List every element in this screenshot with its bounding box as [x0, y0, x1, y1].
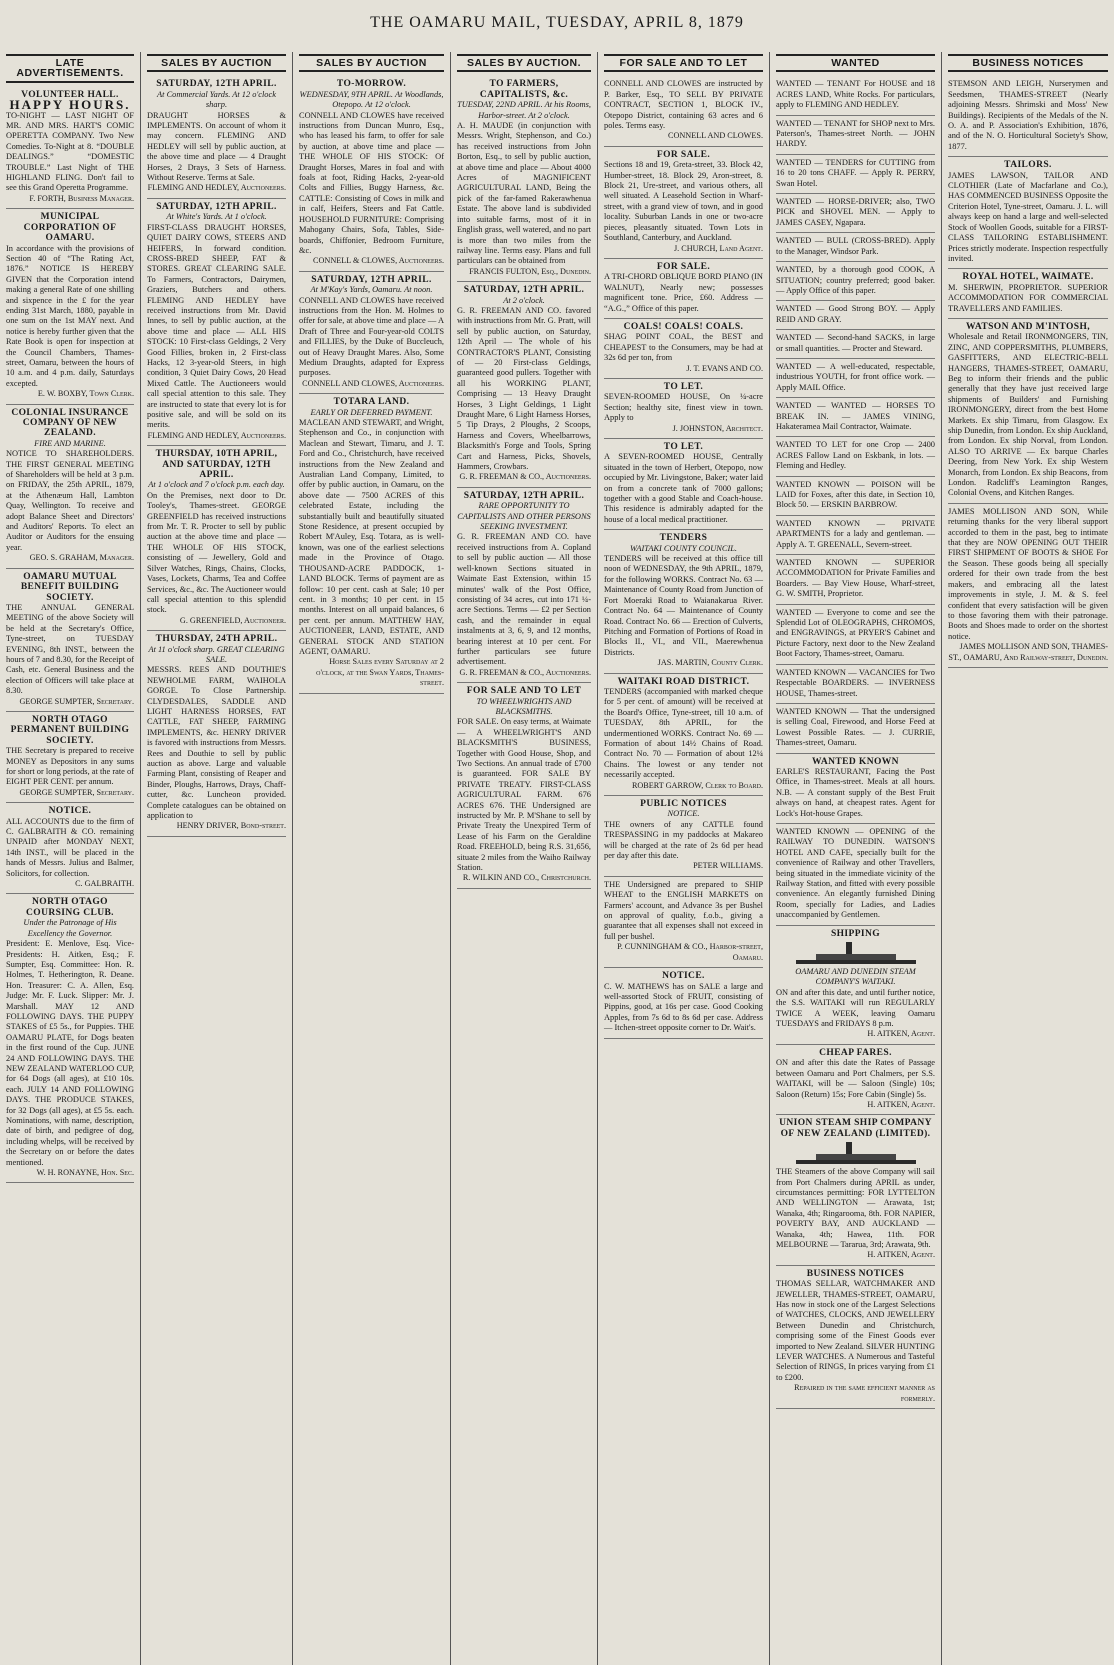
ad-body-text: THE ANNUAL GENERAL MEETING of the above Society will be held at the Secretary's Office, Tyne-street, on TUESDAY EVENING, 8th INST., between the hours of 7 and 8.30, for the Receipt of Cash, etc. General Business and the election of Officers will take place at 8.30. [6, 602, 134, 696]
column-1 [0, 52, 141, 1665]
ad-body-text: WANTED — Second-hand SACKS, in large or small quantities. — Procter and Steward. [776, 333, 935, 353]
ad-signature: CONNELL & CLOWES, Auctioneers. [313, 256, 444, 266]
ad-body-text: THOMAS SELLAR, WATCHMAKER AND JEWELLER, THAMES-STREET, OAMARU, Has now in stock one of the Largest Selections of WATCHES, CLOCKS, AND JEWELLERY Between Dunedin and Christchurch, comprising some of the Finest Goods ever imported to New Zealand. SILVER HUNTING LEVER WATCHES. A Numerous and Tasteful Selection of RINGS, In prices varying from £1 to £200. [776, 1279, 935, 1382]
ad-heading: PUBLIC NOTICES [640, 799, 727, 809]
ad-subheading: OAMARU AND DUNEDIN STEAM COMPANY'S WAITAKI. [795, 967, 916, 987]
advertisement [604, 379, 763, 439]
advertisement [604, 147, 763, 259]
ad-signature: FLEMING AND HEDLEY, Auctioneers. [147, 183, 286, 193]
ad-signature: H. AITKEN, Agent. [867, 1029, 935, 1039]
ad-heading: COLONIAL INSURANCE COMPANY OF NEW ZEALAND. [11, 407, 129, 439]
column-header: FOR SALE AND TO LET [604, 54, 763, 72]
ad-heading: TO FARMERS, CAPITALISTS, &c. [479, 79, 569, 100]
ad-body-text: WANTED — Good Strong BOY. — Apply REID AND GRAY. [776, 304, 935, 324]
ad-signature: JAS. MARTIN, County Clerk. [657, 658, 763, 668]
ad-signature: J. JOHNSTON, Architect. [672, 423, 763, 433]
column-header: SALES BY AUCTION [299, 54, 444, 72]
advertisement [776, 754, 935, 824]
column-6 [770, 52, 942, 1665]
advertisement [604, 674, 763, 796]
ad-heading: NOTICE. [48, 806, 92, 817]
ad-heading: UNION STEAM SHIP COMPANY OF NEW ZEALAND (LIMITED). [779, 1118, 932, 1139]
ad-signature: H. AITKEN, Agent. [867, 1250, 935, 1260]
ad-body-text: WANTED KNOWN — OPENING of the RAILWAY TO DUNEDIN. WATSON'S HOTEL AND CAFE, specially built for the convenience of Railway and other Travellers, being situated in the immediate vicinity of the Railway Station, and fitted with every possible convenience. An elegantly furnished Dining Room, specially for Ladies, and Ladies unaccompanied by Gentlemen. [776, 826, 935, 920]
ad-signature: FLEMING AND HEDLEY, Auctioneers. [147, 430, 286, 440]
ad-heading: NORTH OTAGO COURSING CLUB. [26, 897, 114, 918]
ad-subheading: At 1 o'clock and 7 o'clock p.m. each day. [148, 480, 285, 490]
ad-heading: WANTED KNOWN [812, 756, 899, 767]
ad-signature: GEO. S. GRAHAM, Manager. [29, 553, 134, 563]
advertisement [6, 209, 134, 404]
ad-body-text: C. W. MATHEWS has on SALE a large and well-assorted Stock of FRUIT, consisting of Pippins, good, at 16s per case. Good Cooking Apples, from 7s 6d to 8s 6d per case. Address — Itchen-street opposite corner to Dr. Wait's. [604, 981, 763, 1033]
advertisement [776, 1266, 935, 1409]
ad-subheading: At Commercial Yards. At 12 o'clock sharp. [157, 89, 276, 110]
ad-body-text: EARLE'S RESTAURANT, Facing the Post Office, in Thames-street. Meals at all hours. N.B. — A constant supply of the Best Fruit always on hand, at cheapest rates. Agent for Lock's Hot-house Grapes. [776, 766, 935, 818]
ad-signature: CONNELL AND CLOWES. [668, 131, 763, 141]
ad-heading: TO-MORROW. [336, 79, 407, 90]
ad-heading: THURSDAY, 10TH APRIL, AND SATURDAY, 12TH APRIL. [155, 449, 278, 481]
advertisement [299, 394, 444, 693]
advertisement [604, 259, 763, 319]
advertisement [776, 330, 935, 359]
ad-heading: FOR SALE AND TO LET [466, 686, 582, 697]
column-2 [141, 52, 293, 1665]
ad-signature: GEORGE SUMPTER, Secretary. [19, 696, 134, 706]
ad-signature: H. AITKEN, Agent. [867, 1099, 935, 1109]
ad-heading: TAILORS. [1004, 160, 1052, 171]
ad-signature: FRANCIS FULTON, Esq., Dunedin. [469, 266, 591, 276]
ad-body-text: TO-NIGHT — LAST NIGHT OF MR. AND MRS. HART'S COMIC OPERETTA COMPANY. Two New Comedies. To-Night at 8. “DOUBLE DEALINGS.” “DOMESTIC TROUBLE.” Last Night of THE HIGHLAND FLING. Don't fail to see this Grand Operetta Programme. [6, 110, 134, 193]
ad-body-text: NOTICE TO SHAREHOLDERS. THE FIRST GENERAL MEETING of Shareholders will be held at 3 p.m. on FRIDAY, the 25th APRIL, 1879, at the Athenæum Hall, Lambton Quay, Wellington. To receive and adopt Balance Sheet and Directors' and Auditors' Reports. To elect an Auditor or Auditors for the ensuing year. [6, 449, 134, 552]
ad-body-text: ON and after this date, and until further notice, the S.S. WAITAKI will run REGULARLY TWICE A WEEK, leaving Oamaru TUESDAYS and FRIDAYS 8 p.m. [776, 987, 935, 1029]
advertisement [457, 488, 591, 683]
column-4 [451, 52, 598, 1665]
ad-subheading: TO WHEELWRIGHTS AND BLACKSMITHS. [476, 696, 572, 716]
ad-signature: C. GALBRAITH. [75, 879, 134, 889]
ad-body-text: TENDERS (accompanied with marked cheque for 5 per cent. of amount) will be received at the Board's Office, Tyne-street, till 10 a.m. of TUESDAY, 8th APRIL, for the undermentioned WORKS. Contract No. 69 — Formation of about 14½ Chains of Road. Contract No. 70 — Formation of about 12¼ Chains. The lowest or any tender not necessarily accepted. [604, 686, 763, 780]
steamship-illustration [796, 1142, 916, 1164]
ad-subheading: At White's Yards. At 1 o'clock. [166, 212, 267, 222]
advertisement [604, 439, 763, 530]
advertisement [6, 712, 134, 803]
ad-signature: Repaired in the same efficient manner as formerly. [794, 1383, 935, 1403]
ad-signature: G. R. FREEMAN & CO., Auctioneers. [459, 667, 591, 677]
ad-body-text: SHAG POINT COAL, the BEST and CHEAPEST to the Consumers, may be had at 32s 6d per ton, from [604, 332, 763, 363]
ad-subheading: At M'Kay's Yards, Oamaru. At noon. [310, 285, 433, 295]
ad-signature: R. WILKIN AND CO., Christchurch. [462, 873, 591, 883]
ad-subheading: NOTICE. [667, 809, 700, 819]
ad-body-text: TENDERS will be received at this office till noon of WEDNESDAY, the 9th APRIL, 1879, for the following WORKS. Contract No. 63 — Maintenance of County Road from Junction of Fort Moeraki Road to Waianakarua River. Contract No. 64 — Maintenance of County Road. Contract No. 66 — Erection of Culverts, Pitching and Formation of Portions of Road in Blocks II., VI., and VII., Maerewhenua Districts. [604, 554, 763, 657]
ad-signature: G. GREENFIELD, Auctioneer. [179, 615, 286, 625]
advertisement [604, 796, 763, 877]
advertisement [776, 665, 935, 704]
ad-body-text: ON and after this date the Rates of Passage between Oamaru and Port Chalmers, per S.S. WAITAKI, will be — Saloon (Single) 10s; Saloon (Return) 15s; Fore Cabin (Single) 5s. [776, 1058, 935, 1099]
ad-body-text: THE owners of any CATTLE found TRESPASSING in my paddocks at Makareo will be charged at the rate of 2s 6d per head per day after this date. [604, 819, 763, 861]
ad-body-text: CONNELL AND CLOWES have received instructions from Duncan Munro, Esq., who has leased his farm, to offer for sale by auction, at above time and place — THE WHOLE OF HIS STOCK: Of Draught Horses, Mares in foal and with foals at foot, Riding Hacks, 2-year-old Colts and Fillies, Buggy Harness, &c. CATTLE: Consisting of Cows in milk and in calf, Heifers, Steers and Fat Cattle. HOUSEHOLD FURNITURE: Comprising Mahogany Chairs, Sofa, Tables, Side-boards, Chiffonier, Bedroom Furniture, &c. [299, 110, 444, 255]
advertisement [147, 199, 286, 446]
advertisement [948, 504, 1108, 668]
ad-subheading: Under the Patronage of His Excellency the Governor. [23, 918, 117, 938]
ad-body-text: Sections 18 and 19, Greta-street, 33. Block 42, Humber-street, 18. Block 29, Aron-street, 8. Block 21, Ure-street, and various others, all well situated. A Leasehold Section in Wharf-street, with a grand view of town, and in good locality. Suburban Lands in one or two-acre pieces, pleasantly situated. Town Lots in Southland, Canterbury, and Auckland. [604, 160, 763, 243]
ad-heading: COALS! COALS! COALS. [623, 321, 744, 332]
ad-body-text: M. SHERWIN, PROPRIETOR. SUPERIOR ACCOMMODATION FOR COMMERCIAL TRAVELLERS AND FAMILIES. [948, 282, 1108, 313]
advertisement [604, 877, 763, 968]
ad-heading: SATURDAY, 12TH APRIL. [311, 274, 432, 285]
ad-display-line: HAPPY HOURS. [9, 97, 131, 113]
advertisement [776, 76, 935, 115]
steamship-illustration [796, 942, 916, 964]
advertisement [457, 282, 591, 488]
advertisement [604, 76, 763, 146]
advertisement [457, 76, 591, 282]
ad-body-text: JAMES MOLLISON AND SON, While returning thanks for the very liberal support accorded to them in the past, beg to intimate that they are NOW OPENING OUT THEIR FIRST SHIPMENT OF BOOTS & SHOE For the Season. These goods being all specially ordered for their own trade from the best makers, and embracing all the latest improvements in style, J. M. & S. feel confident that every satisfaction will be given to those favoring them with their patronage. Boots and Shoes made to order on the shortest notice. [948, 506, 1108, 641]
ad-body-text: THE Steamers of the above Company will sail from Port Chalmers during APRIL as under, circumstances permitting: FOR LYTTELTON AND WELLINGTON — Arawata, 1st; Wanaka, 4th; Ringarooma, 8th. FOR NAPIER, POVERTY BAY, AND AUCKLAND — Wanaka, 4th; Hawea, 11th. FOR MELBOURNE — Tararua, 3rd; Arawata, 9th. [776, 1167, 935, 1249]
ad-heading: CHEAP FARES. [819, 1047, 892, 1058]
advertisement [776, 704, 935, 754]
ad-body-text: WANTED — TENDERS for CUTTING from 16 to 20 tons CHAFF. — Apply R. PERRY, Swan Hotel. [776, 157, 935, 188]
ad-heading: MUNICIPAL CORPORATION OF OAMARU. [23, 212, 117, 244]
masthead [0, 0, 1114, 52]
ad-body-text: WANTED KNOWN — VACANCIES for Two Respectable BOARDERS. — INVERNESS HOUSE, Thames-street. [776, 667, 935, 698]
ad-heading: THURSDAY, 24TH APRIL. [155, 634, 278, 645]
ad-body-text: STEMSON AND LEIGH, Nurserymen and Seedsmen, THAMES-STREET (Nearly adjoining Messrs. Shrimski and Moss' New Buildings). Recipients of the Medals of the N. O. A. and P. Association's Exhibition, 1876, and of the N. O. Horticultural Society's Show, 1877. [948, 79, 1108, 151]
ad-heading: SATURDAY, 12TH APRIL. [156, 201, 277, 212]
ad-body-text: WANTED KNOWN — PRIVATE APARTMENTS for a lady and gentleman. — Apply A. T. GREENALL, Severn-street. [776, 518, 935, 549]
advertisement [776, 555, 935, 605]
ad-subheading: TUESDAY, 22ND APRIL. At his Rooms, Harbor-street. At 2 o'clock. [457, 100, 591, 120]
advertisement [147, 446, 286, 631]
advertisement [776, 1115, 935, 1265]
ad-subheading: WEDNESDAY, 9TH APRIL. At Woodlands, Otepopo. At 12 o'clock. [299, 89, 444, 110]
ad-subheading: EARLY OR DEFERRED PAYMENT. [310, 407, 433, 417]
ad-heading: SATURDAY, 12TH APRIL. [463, 285, 585, 296]
advertisement [776, 926, 935, 1045]
ad-signature: ROBERT GARROW, Clerk to Board. [631, 780, 763, 790]
ad-body-text: In accordance with the provisions of Section 40 of “The Rating Act, 1876.” NOTICE IS HEREBY GIVEN that the Corporation intend making a general Rate of one shilling and sixpence in the £ for the year ending 31st March, 1880, payable in one sum on the 1st MAY next. And notice is hereby further given that the Rate Book is open for inspection at the Council Chambers, Thames-street, Oamaru, between the hours of 10 a.m. and 4 p.m. daily, Saturdays excepted. [6, 243, 134, 388]
ad-body-text: A TRI-CHORD OBLIQUE BORD PIANO (IN WALNUT), Nearly new; possesses magnificent tone. Price, £60. Address — “A.G.,” Office of this paper. [604, 272, 763, 313]
ad-signature: J. T. EVANS AND CO. [686, 363, 763, 373]
advertisement [948, 157, 1108, 269]
advertisement [776, 824, 935, 926]
column-5 [598, 52, 770, 1665]
ad-signature: CONNELL AND CLOWES, Auctioneers. [302, 378, 444, 388]
ad-signature: P. CUNNINGHAM & CO., Harbor-street, Oamaru. [617, 942, 763, 962]
ad-signature: HENRY DRIVER, Bond-street. [176, 821, 286, 831]
advertisement [6, 569, 134, 712]
advertisement [147, 76, 286, 198]
column-header: SALES BY AUCTION. [457, 54, 591, 72]
ad-heading: VOLUNTEER HALL. [21, 89, 119, 100]
ad-signature: J. CHURCH, Land Agent. [673, 243, 763, 253]
ad-subheading: FIRE AND MARINE. [34, 438, 106, 448]
ad-signature: G. R. FREEMAN & CO., Auctioneers. [459, 472, 591, 482]
ad-body-text: WANTED — Everyone to come and see the Splendid Lot of OLEOGRAPHS, CHROMOS, and ENGRAVINGS, at PRYER'S Cabinet and Picture Factory, next door to the New Zealand Boot Factory, Thames-street, Oamaru. [776, 607, 935, 659]
advertisement [6, 803, 134, 894]
ad-body-text: DRAUGHT HORSES & IMPLEMENTS. On account of whom it may concern. FLEMING AND HEDLEY will sell by public auction, at the above time and place — 4 Draught Horses, 2 Drays, 3 Sets of Harness. Without Reserve. Terms at Sale. [147, 110, 286, 183]
ad-body-text: WANTED — TENANT For HOUSE and 18 ACRES LAND, White Rocks. For particulars, apply to FLEMING AND HEDLEY. [776, 79, 935, 110]
advertisement [299, 76, 444, 271]
advertisement [776, 398, 935, 437]
column-3 [293, 52, 451, 1665]
ad-signature: F. FORTH, Business Manager. [29, 193, 134, 203]
advertisement [6, 405, 134, 569]
ad-subheading: At 2 o'clock. [503, 295, 545, 305]
ad-body-text: Wholesale and Retail IRONMONGERS, TIN, ZINC, AND COPPERSMITHS, PLUMBERS, GASFITTERS, AND ELECTRIC-BELL HANGERS, THAMES-STREET, OAMARU, Beg to inform their friends and the public generally that they have just received large shipments of Builders' and Furnishing IRONMONGERY, direct from the best Home Markets. Ex ship Timaru, from Glasgow. Ex ship Dunedin, from London. Ex ship Auckland, from London. Ex ship Norval, from London. ALSO TO ARRIVE — Ex barque Charles Deering, from New York. Ex ship Western Monarch, from London. Ex ship Beacons, from London. Radcliff's Leamington Ranges, Colonial Ovens, and Kitchen Ranges. [948, 332, 1108, 498]
ad-body-text: G. R. FREEMAN AND CO. favored with instructions from Mr. G. Pratt, will sell by public auction, on Saturday, 12th April — The whole of his CONTRACTOR'S PLANT, Consisting of — 20 First-class Geldings, guaranteed good pullers. Together with all his WORKING PLANT, Comprising — 13 Heavy Draught Horses, 3 Light Geldings, 1 Light Draught Mare, 6 Light Harness Horses, 5 Tip Drays, 2 Ploughs, 2 Scoops, Harness and Covers, Wheelbarrows, Blacksmith's Forge and Tools, Spring Cart and Harness, Picks, Shovels, Hammers, Crowbars. [457, 305, 591, 472]
ad-body-text: On the Premises, next door to Dr. Tooley's, Thames-street. GEORGE GREENFIELD has received instructions from Mr. T. R. Procter to sell by public auction at the above time and place — THE WHOLE OF HIS STOCK, consisting of — Jewellery, Gold and Silver Watches, Rings, Chains, Clocks, Vases, Lockets, Charms, Tea and Coffee Services, &c., &c. The Auctioneer would call special attention to this splendid stock. [147, 490, 286, 615]
advertisement [948, 319, 1108, 504]
ad-body-text: THE Secretary is prepared to receive MONEY as Depositors in any sums for short or long periods, at the rate of EIGHT PER CENT. per annum. [6, 746, 134, 787]
ad-body-text: WANTED TO LET for one Crop — 2400 ACRES Fallow Land on Eskbank, in lots. — Fleming and Hedley. [776, 440, 935, 471]
ad-heading: BUSINESS NOTICES [806, 1268, 905, 1279]
advertisement [776, 477, 935, 516]
ad-body-text: MESSRS. REES AND DOUTHIE'S NEWHOLME FARM, WAIHOLA GORGE. To Close Partnership. CLYDESDALES, SADDLE AND LIGHT HARNESS HORSES, FAT CATTLE, FAT SHEEP, FARMING IMPLEMENTS, &c. HENRY DRIVER is favored with instructions from Messrs. Rees and Douthie to sell by public auction as above. Large and valuable Farming Plant, consisting of Reaper and Binder, Ploughs, Harrows, Drays, Chaff-cutter, &c. Luncheon provided. Complete catalogues can be obtained on application to [147, 665, 286, 821]
ad-heading: TO LET. [663, 442, 704, 452]
ad-heading: NOTICE. [662, 971, 705, 982]
ad-heading: WATSON AND M'INTOSH, [965, 321, 1091, 332]
ad-subheading: WAITAKI COUNTY COUNCIL. [630, 543, 737, 553]
ad-body-text: ALL ACCOUNTS due to the firm of C. GALBRAITH & CO. remaining UNPAID after MONDAY NEXT, 14th INST., will be placed in the hands of Messrs. Julius and Balmer, Solicitors, for collection. [6, 816, 134, 878]
advertisement [776, 301, 935, 330]
ad-body-text: WANTED KNOWN — POISON will be LAID for Foxes, after this date, in Section 10, Block 50. — ERSKIN BARBROW. [776, 479, 935, 510]
advertisement [776, 437, 935, 476]
ad-heading: OAMARU MUTUAL BENEFIT BUILDING SOCIETY. [20, 571, 120, 603]
column-header: SALES BY AUCTION [147, 54, 286, 72]
advertisement [6, 87, 134, 209]
ad-body-text: WANTED, by a thorough good COOK, A SITUATION; country preferred; good baker. — Apply Office of this paper. [776, 265, 935, 295]
ad-subheading: At 11 o'clock sharp. GREAT CLEARING SALE. [148, 644, 285, 664]
advertisement [776, 605, 935, 665]
advertisement [6, 894, 134, 1183]
ad-heading: ROYAL HOTEL, WAIMATE. [962, 272, 1094, 283]
advertisement [299, 272, 444, 394]
advertisement [776, 262, 935, 301]
ad-body-text: WANTED — BULL (CROSS-BRED). Apply to the Manager, Windsor Park. [776, 236, 935, 256]
ad-signature: Horse Sales every Saturday at 2 o'clock, at the Swan Yards, Thames-street. [316, 657, 444, 688]
advertisement [948, 269, 1108, 319]
ad-heading: TENDERS [659, 533, 708, 544]
advertisement [147, 631, 286, 837]
ad-heading: SATURDAY, 12TH APRIL. [156, 79, 277, 90]
ad-heading: FOR SALE. [656, 261, 711, 272]
newspaper-title: THE OAMARU MAIL, TUESDAY, APRIL 8, 1879 [370, 14, 744, 31]
ad-body-text: MACLEAN AND STEWART, and Wright, Stephenson and Co., in conjunction with Maclean and Stewart, Timaru, and J. T. Ford and Co., Christchurch, have received instructions from the New Zealand and Australian Land Company, Limited, to offer by public auction, in Oamaru, on the above date — 7500 ACRES of this celebrated Estate, including the substantially built and beautifully situated Stone Residence, at present occupied by Robert M'Auley, Esq. Totara, as is well-known, was one of the earliest selections made in the Province of Otago. THOUSAND-ACRE PADDOCK, 1-LAND BLOCK. Terms of payment are as follow: 10 per cent. cash at Sale; 10 per cent. in 3 months; 10 per cent. in 15 months. Interest on all unpaid balances, 6 per cent. per annum. MATTHEW HAY, AUCTIONEER, LAND, ESTATE, AND GENERAL STOCK AND STATION AGENT, OAMARU. [299, 418, 444, 656]
advertisement [604, 968, 763, 1038]
advertisement [776, 359, 935, 398]
advertisement [776, 1045, 935, 1115]
ad-body-text: JAMES LAWSON, TAILOR AND CLOTHIER (Late of Macfarlane and Co.), HAS COMMENCED BUSINESS Opposite the Criterion Hotel, Tyne-street, Oamaru. J. L. will always keep on hand a large and well-selected Stock of Woollen Goods, suitable for a FIRST-CLASS TAILORING ESTABLISHMENT. Prices strictly moderate. Inspection respectfully invited. [948, 170, 1108, 263]
advertisement [776, 155, 935, 194]
ad-heading: SATURDAY, 12TH APRIL. [463, 490, 585, 501]
advertisement [948, 76, 1108, 157]
ad-body-text: G. R. FREEMAN AND CO. have received instructions from A. Copland to sell by public auction — All those well-known Sections situated in Waimate East Extension, within 15 minutes' walk of the Post Office, consisting of 34 acres, cut into 171 ¼-acre Sections. Terms — £2 per Section cash, and the remainder in equal instalments at 3, 6, 9, and 12 months, bearing interest at 10 per cent. For further particulars see future advertisement. [457, 532, 591, 667]
advertisement [776, 116, 935, 155]
column-7 [942, 52, 1114, 1665]
ad-signature: PETER WILLIAMS. [693, 861, 763, 871]
ad-body-text: FOR SALE. On easy terms, at Waimate — A WHEELWRIGHT'S AND BLACKSMITH'S BUSINESS, Together with Good House, Shop, and Two Sections. An annual trade of £700 is guaranteed. FOR SALE BY PRIVATE TREATY. FIRST-CLASS AGRICULTURAL FARM. 676 ACRES 676. THE Undersigned are instructed by Mr. P. M'Shane to sell by Private Treaty the Unexpired Term of Lease of his Farm on the Geraldine Road. FREEHOLD, being R.S. 31,656, situate 2 miles from the Waiho Railway Station. [457, 717, 591, 873]
ad-heading: SHIPPING [830, 928, 881, 939]
ad-body-text: CONNELL AND CLOWES are instructed by P. Barker, Esq., TO SELL BY PRIVATE CONTRACT, SECTION 1, BLOCK IV., Otepopo District, containing 63 acres and 6 poles. Terms easy. [604, 79, 763, 131]
ad-body-text: President: E. Menlove, Esq. Vice-Presidents: H. Aitken, Esq.; F. Sumpter, Esq. Committee: Hon. R. Holmes, T. Hetherington, R. Deane. Hon. Treasurer: C. A. Allen, Esq. Judge: Mr. F. Luck. Slipper: Mr. J. Marshall. MAY 12 AND FOLLOWING DAYS. THE PUPPY STAKES of £5 5s., for Puppies. THE OAMARU PLATE, for Dogs beaten in the first round of the Cup. JUNE 24 AND FOLLOWING DAYS. THE NEW ZEALAND WATERLOO CUP, for 64 Dogs (all ages), at £10 10s. each. JULY 14 AND FOLLOWING DAYS. THE PRODUCE STAKES, for 32 Dogs (all ages), at £5 5s. each. Nominations, with name, description, date of birth, and pedigree of dog, including whelps, will be received by the Secretary on or before the dates mentioned. [6, 939, 134, 1167]
ad-subheading: RARE OPPORTUNITY TO CAPITALISTS AND OTHER PERSONS SEEKING INVESTMENT. [457, 501, 591, 532]
page-columns [0, 52, 1114, 1665]
advertisement [604, 530, 763, 673]
ad-signature: E. W. BOXBY, Town Clerk. [37, 389, 134, 399]
ad-body-text: THE Undersigned are prepared to SHIP WHEAT to the ENGLISH MARKETS on Farmers' account, and Advance 3s per Bushel on approval of quality, f.o.b., giving a guarantee that all expenses shall not exceed in full per bushel. [604, 879, 763, 941]
ad-heading: FOR SALE. [656, 149, 711, 160]
ad-body-text: SEVEN-ROOMED HOUSE, On ¼-acre Section; healthy site, finest view in town. Apply to [604, 392, 763, 423]
ad-body-text: CONNELL AND CLOWES have received instructions from the Hon. M. Holmes to offer for sale, at above time and place — A Draft of Three and Four-year-old COLTS and FILLIES, by the Duke of Buccleuch, out of Heavy Draught Mares. Also, Some Medium Draughts, adapted for Express purposes. [299, 295, 444, 378]
ad-body-text: WANTED KNOWN — SUPERIOR ACCOMMODATION for Private Families and Boarders. — Bay View House, Wharf-street, G. W. SMITH, Proprietor. [776, 558, 935, 599]
ad-body-text: WANTED — TENANT for SHOP next to Mrs. Paterson's, Thames-street North. — JOHN HARDY. [776, 118, 935, 149]
column-header: WANTED [776, 54, 935, 72]
column-header: LATE ADVERTISEMENTS. [6, 54, 134, 83]
ad-heading: NORTH OTAGO PERMANENT BUILDING SOCIETY. [10, 714, 130, 746]
ad-heading: TO LET. [663, 381, 704, 392]
advertisement [776, 233, 935, 262]
ad-heading: WAITAKI ROAD DISTRICT. [617, 676, 750, 687]
ad-signature: JAMES MOLLISON AND SON, THAMES-ST., OAMARU, And Railway-street, Dunedin. [948, 642, 1108, 662]
advertisement [457, 683, 591, 889]
ad-body-text: WANTED — WANTED — HORSES TO BREAK IN. — JAMES VINING, Hakateramea Mail Contractor, Waimate. [776, 401, 935, 431]
ad-body-text: WANTED — A well-educated, respectable, industrious YOUTH, for front office work. — Apply MAIL Office. [776, 361, 935, 392]
ad-body-text: FIRST-CLASS DRAUGHT HORSES, QUIET DAIRY COWS, STEERS AND HEIFERS, In forward condition. CROSS-BRED SHEEP, FAT & STORES. GREAT CLEARING SALE. To Farmers, Contractors, Dairymen, Graziers, Butchers and others. FLEMING AND HEDLEY have received instructions from Mr. David Innes, to sell by public auction, at the above time and place — ALL HIS STOCK: 10 First-class Geldings, 2 Very Good Fillies, broken in, 2 First-class Hacks, 12 3-year-old Steers, in high condition, 3 Quiet Dairy Cows, 20 Head Mixed Cattle. The Auctioneers would call special attention to this sale. They are instructed to state that every lot is for positive sale, and will be sold on its merits. [147, 222, 286, 430]
advertisement [776, 194, 935, 233]
ad-signature: GEORGE SUMPTER, Secretary. [19, 787, 134, 797]
ad-body-text: A. H. MAUDE (in conjunction with Messrs. Wright, Stephenson, and Co.) has received instructions from John Borton, Esq., to sell by public auction, at above time and place — About 4000 Acres of MAGNIFICENT AGRICULTURAL LAND, Being the pick of the far-famed Rakerawhenua Estate. The above land is subdivided into suitable farms, most of it in English grass, well watered, and no part is more than two miles from the railway line. Terms easy. Plans and full particulars can be obtained from [457, 121, 591, 266]
ad-body-text: WANTED KNOWN — That the undersigned is selling Coal, Firewood, and Horse Feed at Lowest Possible Rates. — J. CURRIE, Thames-street, Oamaru. [776, 706, 935, 748]
ad-heading: TOTARA LAND. [333, 397, 410, 408]
advertisement [776, 516, 935, 555]
column-header: BUSINESS NOTICES [948, 54, 1108, 72]
ad-body-text: WANTED — HORSE-DRIVER; also, TWO PICK and SHOVEL MEN. — Apply to JAMES CASEY, Ngapara. [776, 197, 935, 227]
advertisement [604, 319, 763, 379]
ad-signature: W. H. RONAYNE, Hon. Sec. [36, 1168, 134, 1178]
ad-body-text: A SEVEN-ROOMED HOUSE, Centrally situated in the town of Herbert, Otepopo, now occupied by Mr. Livingstone, Baker; water laid on from a concrete tank of 7000 gallons; together with a good Stable and Coach-house. This residence is admirably adapted for the house of a local medical practitioner. [604, 452, 763, 524]
